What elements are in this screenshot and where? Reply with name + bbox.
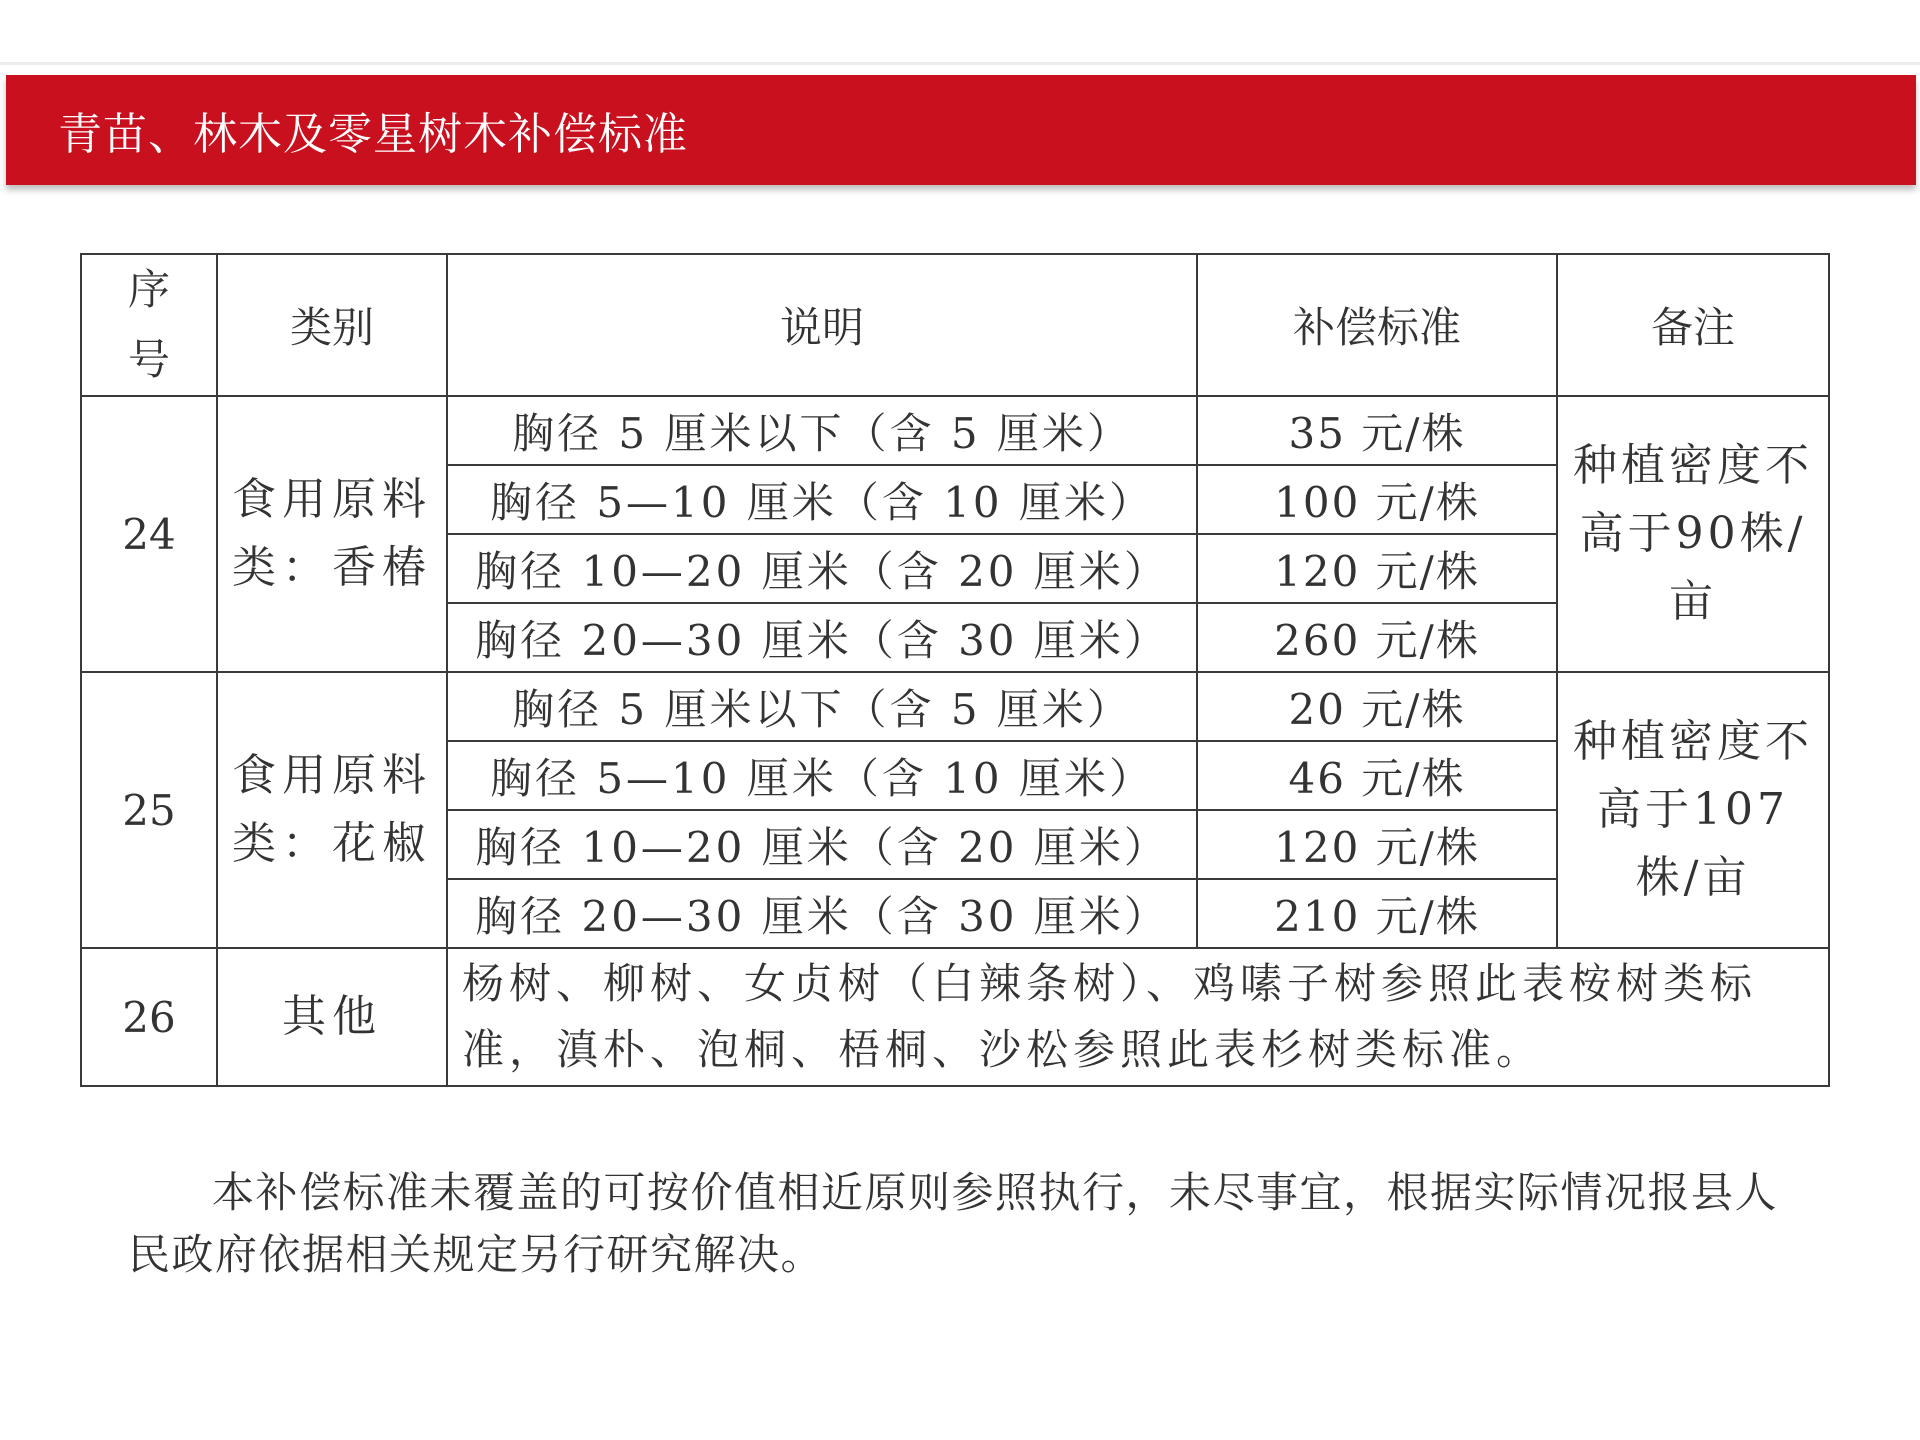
top-divider <box>0 62 1920 65</box>
page-title: 青苗、林木及零星树木补偿标准 <box>58 109 688 160</box>
seq-cell: 25 <box>81 672 217 948</box>
header-remark: 备注 <box>1557 254 1829 396</box>
price-cell: 20 元/株 <box>1197 672 1557 741</box>
description-cell: 胸径 20—30 厘米（含 30 厘米） <box>447 603 1197 672</box>
table-row <box>81 672 1829 741</box>
price-cell: 260 元/株 <box>1197 603 1557 672</box>
description-cell: 胸径 5—10 厘米（含 10 厘米） <box>447 741 1197 810</box>
table-header-row <box>81 254 1829 396</box>
description-cell: 胸径 5 厘米以下（含 5 厘米） <box>447 672 1197 741</box>
remark-cell: 种植密度不高于107株/亩 <box>1557 672 1829 948</box>
description-cell: 胸径 20—30 厘米（含 30 厘米） <box>447 879 1197 948</box>
title-banner <box>6 75 1916 185</box>
description-cell: 胸径 10—20 厘米（含 20 厘米） <box>447 810 1197 879</box>
description-cell: 胸径 5 厘米以下（含 5 厘米） <box>447 396 1197 465</box>
header-standard: 补偿标准 <box>1197 254 1557 396</box>
remark-cell: 种植密度不高于90株/亩 <box>1557 396 1829 672</box>
compensation-table-container <box>80 253 1828 1087</box>
price-cell: 100 元/株 <box>1197 465 1557 534</box>
category-cell: 其他 <box>217 948 447 1086</box>
seq-cell: 26 <box>81 948 217 1086</box>
header-category: 类别 <box>217 254 447 396</box>
header-description: 说明 <box>447 254 1197 396</box>
seq-cell: 24 <box>81 396 217 672</box>
description-cell: 胸径 10—20 厘米（含 20 厘米） <box>447 534 1197 603</box>
table-row <box>81 396 1829 465</box>
compensation-table <box>80 253 1830 1087</box>
footnote-paragraph: 本补偿标准未覆盖的可按价值相近原则参照执行，未尽事宜，根据实际情况报县人民政府依据相关规定另行研究解决。 <box>128 1168 1779 1279</box>
category-cell: 食用原料类：花椒 <box>217 672 447 948</box>
price-cell: 120 元/株 <box>1197 810 1557 879</box>
description-cell: 胸径 5—10 厘米（含 10 厘米） <box>447 465 1197 534</box>
other-description-cell: 杨树、柳树、女贞树（白辣条树）、鸡嗉子树参照此表桉树类标准，滇朴、泡桐、梧桐、沙松参照此表杉树类标准。 <box>447 948 1829 1086</box>
price-cell: 210 元/株 <box>1197 879 1557 948</box>
table-row <box>81 948 1829 1086</box>
price-cell: 120 元/株 <box>1197 534 1557 603</box>
price-cell: 46 元/株 <box>1197 741 1557 810</box>
price-cell: 35 元/株 <box>1197 396 1557 465</box>
category-cell: 食用原料类：香椿 <box>217 396 447 672</box>
header-seq: 序号 <box>81 254 217 396</box>
